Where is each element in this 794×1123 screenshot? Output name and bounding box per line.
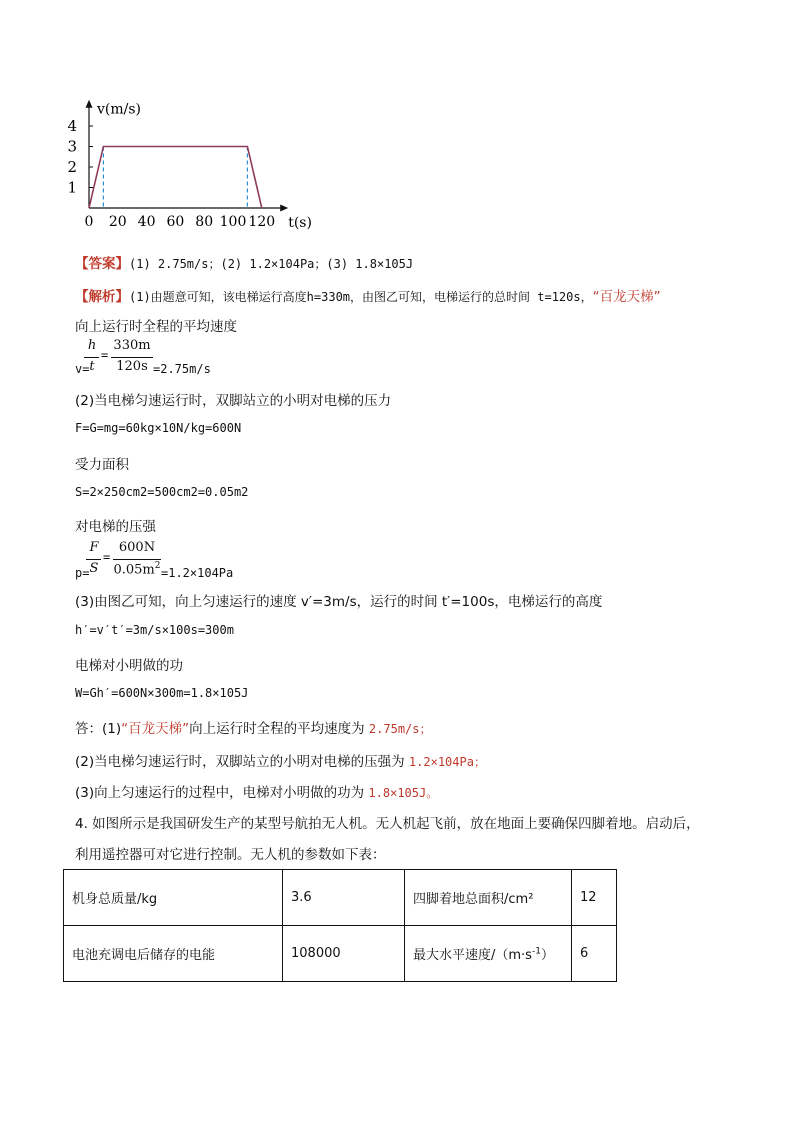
velocity-time-chart	[60, 92, 320, 242]
frac1-den: t	[89, 359, 95, 374]
analysis-p5-eq: h′=v′t′=3m/s×100s=300m	[75, 623, 234, 637]
drone-params-table	[63, 869, 617, 982]
analysis-p3: 受力面积	[75, 457, 129, 473]
frac1-den2: 120s	[116, 359, 148, 374]
answer-line	[75, 252, 413, 272]
analysis-p5: (3)由图乙可知，向上匀速运行的速度 v′=3m/s，运行的时间 t′=100s，电梯运行的高度	[75, 594, 603, 610]
frac1-eq: =	[101, 348, 109, 362]
frac1-rhs: =2.75m/s	[153, 362, 211, 376]
answer-text: (1) 2.75m/s；(2) 1.2×104Pa；(3) 1.8×105J	[129, 257, 414, 271]
conclusion-1: 答：(1)“百龙天梯”向上运行时全程的平均速度为 2.75m/s；	[75, 721, 432, 737]
frac2-den: S	[89, 561, 99, 576]
x-tick-label: 80	[195, 214, 214, 230]
analysis-line-1	[75, 285, 661, 305]
y-tick-label: 4	[67, 117, 77, 135]
y-axis-arrow	[86, 100, 93, 108]
conclusion-2: (2)当电梯匀速运行时，双脚站立的小明对电梯的压强为 1.2×104Pa；	[75, 754, 486, 770]
frac2-den2: $0.05m^2$	[113, 561, 161, 578]
frac2-eq: =	[103, 550, 111, 564]
y-axis-label: v(m/s)	[97, 101, 142, 118]
analysis-p2: (2)当电梯匀速运行时，双脚站立的小明对电梯的压力	[75, 393, 392, 409]
formula-average-speed	[75, 338, 275, 378]
table-cell: 电池充调电后储存的电能	[64, 926, 283, 982]
table-cell: 108000	[283, 926, 405, 982]
frac2-rhs: =1.2×104Pa	[161, 566, 234, 580]
answer-label: 【答案】	[75, 256, 129, 272]
analysis-p3-eq: S=2×250cm2=500cm2=0.05m2	[75, 485, 249, 499]
analysis-p1: (1)由题意可知，该电梯运行高度h=330m，由图乙可知，电梯运行的总时间 t=120s，	[129, 290, 593, 304]
x-tick-label: 40	[137, 214, 156, 230]
table-cell: 四脚着地总面积/cm²	[405, 870, 572, 926]
y-tick-label: 1	[67, 178, 77, 197]
table-row	[64, 926, 617, 982]
table-cell: 机身总质量/kg	[64, 870, 283, 926]
question4-line2: 利用遥控器可对它进行控制。无人机的参数如下表：	[75, 847, 386, 863]
analysis-p2-eq: F=G=mg=60kg×10N/kg=600N	[75, 421, 242, 435]
question4-line1: 4. 如图所示是我国研发生产的某型号航拍无人机。无人机起飞前，放在地面上要确保四脚着地。启动后，	[75, 816, 700, 832]
formula-pressure	[75, 540, 295, 580]
frac1-num2: 330m	[113, 338, 151, 353]
frac2-lhs: p=	[75, 566, 90, 580]
table-cell: 6	[572, 926, 617, 982]
analysis-p4: 对电梯的压强	[75, 519, 156, 535]
frac1-num: h	[87, 338, 97, 353]
y-tick-label: 2	[67, 158, 77, 176]
table-cell: 12	[572, 870, 617, 926]
frac2-num2: 600N	[118, 540, 156, 555]
x-tick-label: 60	[166, 214, 185, 230]
x-tick-label: 120	[248, 214, 276, 230]
x-axis-label: t(s)	[288, 215, 312, 231]
velocity-series-line	[89, 147, 262, 209]
analysis-p6-eq: W=Gh′=600N×300m=1.8×105J	[75, 686, 249, 700]
frac2-num: F	[89, 540, 99, 555]
analysis-label: 【解析】	[75, 289, 129, 305]
analysis-p1-quote: “百龙天梯”	[592, 289, 661, 305]
x-axis-arrow	[280, 205, 288, 212]
table-cell: 3.6	[283, 870, 405, 926]
analysis-p6: 电梯对小明做的功	[75, 658, 183, 674]
x-tick-label: 100	[219, 214, 247, 230]
x-tick-label: 0	[84, 214, 94, 230]
analysis-p1b: 向上运行时全程的平均速度	[75, 319, 237, 335]
table-cell: 最大水平速度$/(m\cdot s^{-1})$	[405, 926, 572, 982]
y-tick-label: 3	[67, 137, 77, 156]
x-tick-label: 20	[108, 214, 127, 230]
frac1-lhs: v=	[75, 362, 90, 376]
conclusion-3: (3)向上匀速运行的过程中，电梯对小明做的功为 1.8×105J。	[75, 785, 439, 801]
table-row	[64, 870, 617, 926]
